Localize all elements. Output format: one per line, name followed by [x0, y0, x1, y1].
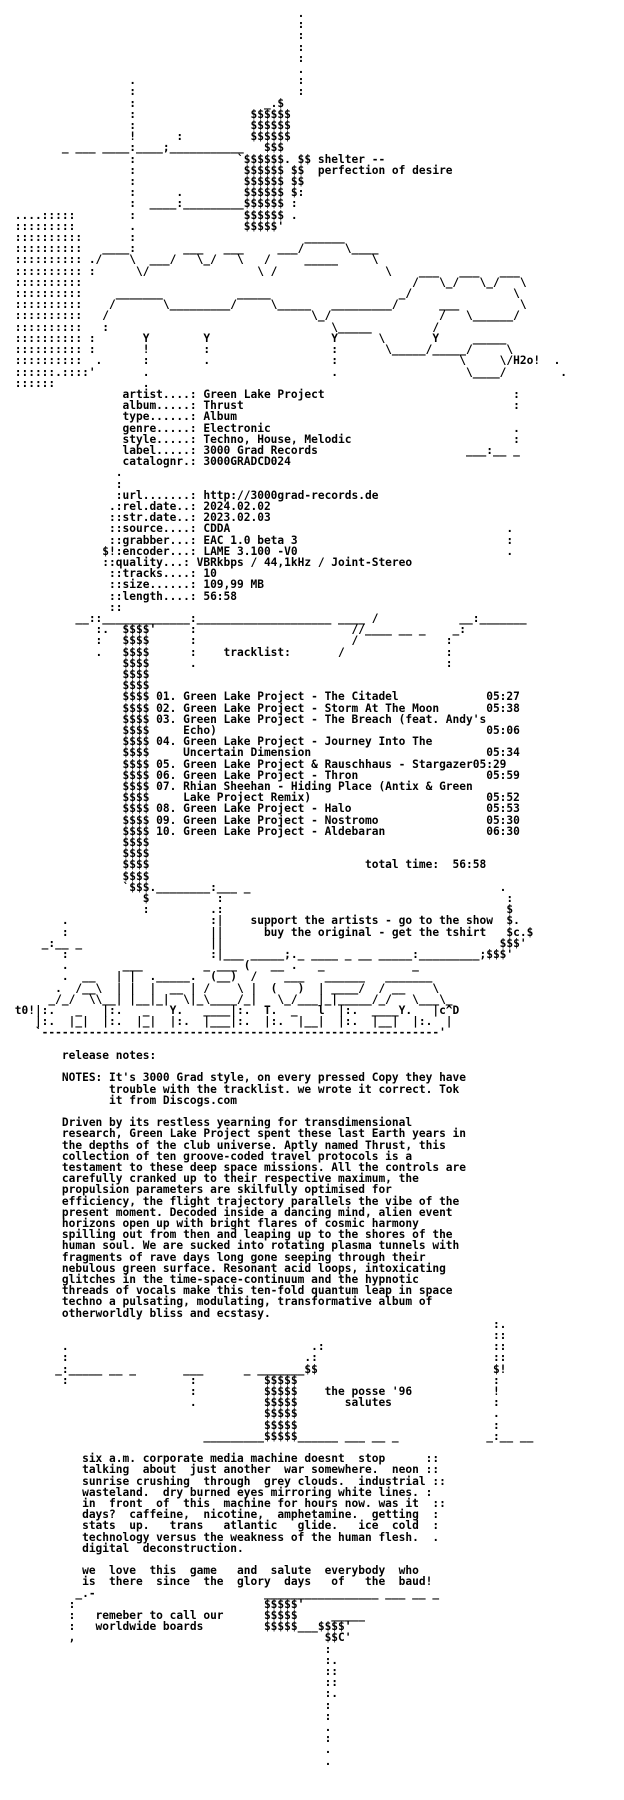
nfo-text: . : : : : . . : : : : _.$ : $$$$$$ : $$$$$$ ! : $$$$$$ _ ___ ____:____;___________ $$$ : `$$$$$$. $$ shelter -- : $$$$$$ $$ perfection of desire : $$$$$$ $$ : . $$$$$$ $: : ____:_________$$$$$$ : ....::::: : $$$$$$ . ::::::::: . $$$$$' :::::::::: : ______ :::::::::: ____: ___ ___ ___/ \____ :::::::::: ./ \ ___/ \_/ \ / _____ \ :::::::::: : \/ \ / \ ___ ___ ___ :::::::::: / \_/ \_/ \ :::::::::: _______ _____ _/ \ :::::::::: / \_________/ \_____ _________/ ___ \ :::::::::: / \_/ / \______/ :::::::::: : \_____ / :::::::::: : Y Y Y \ Y _____ :::::::::: : ! : : \_____/_____/ \ :::::::::: . : . : \ \/H2o! . ::::::.::::' . . \____/ . :::::: . artist....: Green Lake Project : album.....: Thrust : type......: Album genre.....: Electronic . style.....: Techno, House, Melodic : label.....: 3000 Grad Records ___:__ _ catalognr.: 3000GRADCD024 . : :url.......: http://3000grad-records.de .:rel.date..: 2024.02.02 ::str.date..: 2023.02.03 ::source....: CDDA . ::grabber...: EAC 1.0 beta 3 : $!:encoder...: LAME 3.100 -V0 . ::quality...: VBRkbps / 44,1kHz / Joint-Stereo ::tracks....: 10 ::size......: 109,99 MB ::length....: 56:58 :: __::_____________:____________________ ____ / __:_______ :. $$$$' : //____ __ _ _: : $$$$ : / : . $$$$ : tracklist: / : $$$$ . : $$$$ $$$$ $$$$ 01. Green Lake Project - The Citadel 05:27 $$$$ 02. Green Lake Project - Storm At The Moon 05:38 $$$$ 03. Green Lake Project - The Breach (feat. Andy's $$$$ Echo) 05:06 $$$$ 04. Green Lake Project - Journey Into The $$$$ Uncertain Dimension 05:34 $$$$ 05. Green Lake Project & Rauschhaus - Stargazer05:29 $$$$ 06. Green Lake Project - Thron 05:59 $$$$ 07. Rhian Sheehan - Hiding Place (Antix & Green $$$$ Lake Project Remix) 05:52 $$$$ 08. Green Lake Project - Halo 05:53 $$$$ 09. Green Lake Project - Nostromo 05:30 $$$$ 10. Green Lake Project - Aldebaran 06:30 $$$$ $$$$ $$$$ total time: 56:58 $$$$ `$$$.________:___ _ . $ : : : .: $ . :| support the artists - go to the show $. : || buy the original - get the tshirt $c.$ _:__ _ || $$$' : :|___ _____;._ ____ _ __ _____:_________;$$$' . ___ _ ___ ( __ . _ _ . __ | | ._____. (__) / ___ ______ _______ . /__\ | | | __ | / \ | ( ) | ____/ / __ \ _/_/ \\__| |__|_| \|_\____/_| \_/___|_|_____/_/ \___\_ t0!|:. _ |:. _ Y. ____|:. T. _ l |:. ____Y. |c^D |:. |_| |:. |_| |:. |___|:. |:. |__| |:. |__| |:. | `-----------------------------------------------------------' release notes: NOTES: It's 3000 Grad style, on every pressed Copy they have trouble with the tracklist. we wrote it correct. Tok it from Discogs.com Driven by its restless yearning for transdimensional research, Green Lake Project spent these last Earth years in the depths of the club universe. Aptly named Thrust, this collection of ten groove-coded travel protocols is a testament to these deep space missions. All the controls are carefully cranked up to their respective maximum, the propulsion parameters are skilfully optimised for efficiency, the flight trajectory parallels the vibe of the present moment. Decoded inside a dancing mind, alien event horizons open up with bright flares of cosmic harmony spilling out from then and leaping up to the shores of the human soul. We are sucked into rotating plasma tunnels with fragments of rave days long gone seeping through their nebulous green surface. Resonant acid loops, intoxicating glitches in the time-space-continuum and the hypnotic threads of vocals make this ten-fold quantum leap in space techno a pulsating, modulating, transformative album of otherworldly bliss and ecstasy. :. :: . .: :: : .: :: _:_____ __ _ ___ _ _______$$ $! : : $$$$$ : : $$$$$ the posse '96 ! . $$$$$ salutes : $$$$$ . $$$$$ : _________$$$$$______ ___ __ _ _:__ __ six a.m. corporate media machine doesnt stop :: talking about just another war somewhere. neon :: sunrise crushing through grey clouds. industrial :: wasteland. dry burned eyes mirroring white lines. : in front of this machine for hours now. was it :: days? caffeine, nicotine, amphetamine. getting : stats up. trans atlantic glide. ice cold : technology versus the weakness of the human flesh. . digital deconstruction. we love this game and salute everybody who is there since the glory days of the baud! _.- _________________ ___ __ _ : $$$$$' : remeber to call our $$$$$ _____ : worldwide boards $$$$$___$$$$' , $$C' : :. :: :: :. : : . : . . [14, 7, 568, 1768]
